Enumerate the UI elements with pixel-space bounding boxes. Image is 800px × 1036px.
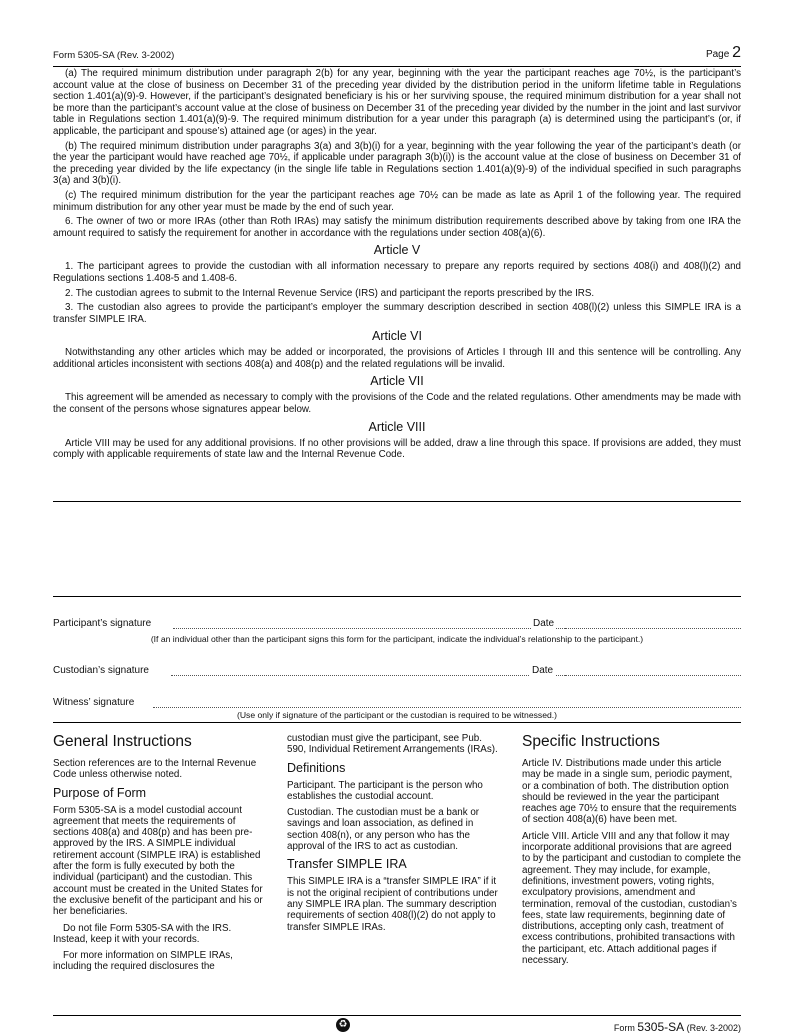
footer-form-id: Form 5305-SA (Rev. 3-2002) (613, 1020, 741, 1034)
definition-participant: Participant. The participant is the person who establishes the custodial account. (287, 779, 483, 802)
paragraph-5a: (a) The required minimum distribution under paragraph 2(b) for any year, beginning with the year the participant reaches age 70½, is the participant’s account value at the close of business on December 31 of the preceding year divided by the distribution period in the uniform lifetime table in Regulations section 1.401(a)(9)-9. However, if the participant’s designated beneficiary is his or her surviving spouse, the required minimum distribution for a year shall not be more than the participant’s account value at the close of business on December 31 of the preceding year divided by the number in the joint and last survivor table in Regulations section 1.401(a)(9)-9. The required minimum distribution for a year under this paragraph (a) is determined using the participant’s (or, if applicable, the participant and spouse’s) attained age (or ages) in the year. (53, 68, 741, 137)
witness-signature-label: Witness’ signature (53, 697, 138, 708)
transfer-simple-ira-text: This SIMPLE IRA is a “transfer SIMPLE IRA” if it is not the original recipient of contributions under any SIMPLE IRA plan. The summary description requirements of section 408(l)(2) do not apply to transfer SIMPLE IRAs. (287, 876, 498, 933)
witness-signature-row (53, 697, 741, 711)
purpose-paragraph-1: Form 5305-SA is a model custodial account agreement that meets the requirements of sections 408(a) and 408(p) and has been pre-approved by the IRS. A SIMPLE individual retirement account (SIMPLE IRA) is established after the form is fully executed by both the individual (participant) and the custodian. This account must be created in the United States for the exclusive benefit of the participant and his or her beneficiaries. (53, 804, 263, 918)
custodian-signature-line[interactable] (171, 675, 581, 676)
page-header (53, 40, 741, 67)
custodian-signature-row (53, 665, 741, 679)
definitions-column (287, 733, 501, 938)
agreement-body (53, 68, 741, 464)
specific-article-8: Article VIII. Article VIII and any that follow it may incorporate additional provisions that are agreed to by the participant and custodian to complete the agreement. They may include, for example, definitions, investment powers, voting rights, exculpatory provisions, amendment and termination, removal of the custodian, custodian’s fees, state law requirements, beginning date of distributions, accepting only cash, treatment of excess contributions, prohibited transactions with the participant, etc. Attach additional pages if necessary. (522, 830, 741, 967)
article-5-item-3: 3. The custodian also agrees to provide the participant’s employer the summary description described in section 408(l)(2) unless this SIMPLE IRA is a transfer SIMPLE IRA. (53, 302, 741, 325)
custodian-signature-label: Custodian’s signature (53, 665, 153, 676)
article-7-text: This agreement will be amended as necessary to comply with the provisions of the Code and the related regulations. Other amendments may be made with the consent of the persons whose signatures appear below. (53, 392, 741, 416)
page-number: Page 2 (705, 44, 741, 61)
article-7-title: Article VII (370, 374, 424, 389)
article-5-item-2: 2. The custodian agrees to submit to the Internal Revenue Service (IRS) and participant the reports prescribed by the IRS. (65, 287, 595, 299)
paragraph-5c: (c) The required minimum distribution for the year the participant reaches age 70½ can be made as late as April 1 of the following year. The required minimum distribution for any other year must be made by the end of such year. (53, 189, 741, 213)
article-6-title: Article VI (371, 329, 422, 344)
definition-custodian: Custodian. The custodian must be a bank or savings and loan association, as defined in section 408(n), or any person who has the approval of the IRS to act as custodian. (287, 807, 480, 853)
participant-date-line[interactable] (565, 628, 741, 629)
participant-signature-row (53, 618, 741, 632)
purpose-paragraph-2: Do not file Form 5305-SA with the IRS. Instead, keep it with your records. (53, 922, 232, 945)
participant-signature-label: Participant’s signature (53, 618, 155, 629)
custodian-date-line[interactable] (565, 675, 741, 676)
general-instructions-column (53, 733, 267, 978)
article-8-text: Article VIII may be used for any additional provisions. If no other provisions will be added, draw a line through this space. If provisions are added, they must comply with applicable requirements of state law and the Internal Revenue Code. (53, 437, 741, 461)
general-intro: Section references are to the Internal Revenue Code unless otherwise noted. (53, 758, 257, 781)
paragraph-6: 6. The owner of two or more IRAs (other than Roth IRAs) may satisfy the minimum distribution requirements described above by taking from one IRA the amount required to satisfy the requirement for another in accordance with the regulations under section 408(a)(6). (53, 216, 741, 239)
specific-instructions-column (522, 733, 741, 971)
transfer-simple-ira-title: Transfer SIMPLE IRA (287, 857, 407, 872)
specific-article-4: Article IV. Distributions made under this article may be made in a single sum, periodic payment, or a combination of both. The distribution option should be reviewed in the year the participant reaches age 70½ to ensure that the requirements of section 408(a)(6) have been met. (522, 758, 737, 826)
participant-signature-line[interactable] (173, 628, 581, 629)
additional-provisions-bottom-rule (53, 596, 741, 597)
purpose-of-form-title: Purpose of Form (53, 785, 147, 800)
specific-instructions-title: Specific Instructions (522, 733, 660, 750)
general-instructions-title: General Instructions (53, 733, 192, 750)
page-footer (53, 1015, 741, 1036)
custodian-date-label: Date (532, 665, 554, 676)
article-8-title: Article VIII (368, 419, 426, 434)
article-5-item-1: 1. The participant agrees to provide the custodian with all information necessary to prepare any reports required by sections 408(i) and 408(l)(2) and Regulations sections 1.408-5 and 1.408-6. (53, 261, 741, 284)
participant-date-label: Date (533, 618, 555, 629)
recycle-icon: ♻ (336, 1018, 350, 1032)
definitions-title: Definitions (287, 760, 346, 775)
disclosure-continued: custodian must give the participant, see Pub. 590, Individual Retirement Arrangements (IRAs). (287, 733, 498, 756)
witness-signature-note: (Use only if signature of the participant or the custodian is required to be witnessed.) (236, 710, 558, 720)
paragraph-5b: (b) The required minimum distribution under paragraphs 3(a) and 3(b)(i) for a year, beginning with the year following the year of the participant’s death (or the year the participant would have reached age 70½, if applicable under paragraph 3(b)(i)) is the account value at the close of business on December 31 of the preceding year divided by the life expectancy (in the single life table in Regulations section 1.401(a)(9)-9) of the individual specified in such paragraphs 3(a) and 3(b)(i). (53, 140, 741, 187)
form-id: Form 5305-SA (Rev. 3-2002) (53, 50, 175, 61)
article-6-text: Notwithstanding any other articles which may be added or incorporated, the provisions of Articles I through III and this sentence will be controlling. Any additional articles inconsistent with sections 408(a) and 408(p) and the related regulations will be invalid. (53, 347, 741, 370)
signature-section-rule (53, 722, 741, 723)
article-5-title: Article V (373, 243, 421, 258)
witness-signature-line[interactable] (153, 707, 741, 708)
additional-provisions-space[interactable] (53, 502, 741, 595)
participant-signature-note: (If an individual other than the participant signs this form for the participant, indicate the individual’s relationship to the participant.) (150, 634, 644, 644)
purpose-paragraph-3: For more information on SIMPLE IRAs, including the required disclosures the (53, 950, 233, 973)
